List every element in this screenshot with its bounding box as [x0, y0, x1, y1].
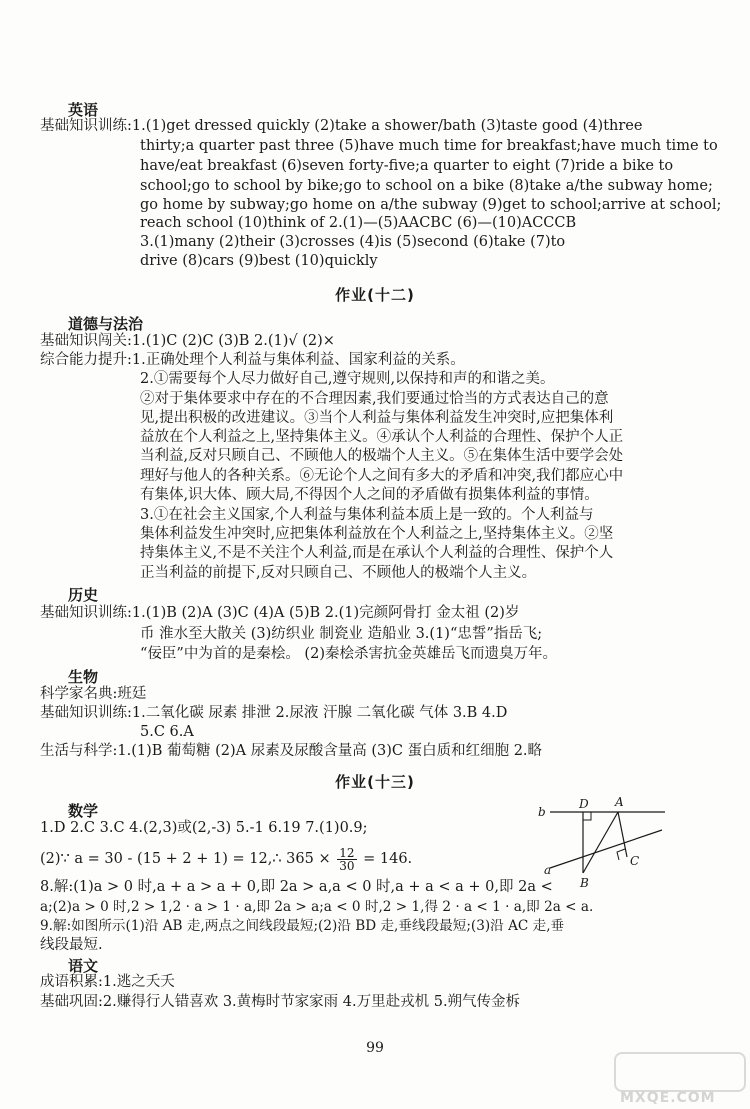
math-text: (2)∵ a = 30 - (15 + 2 + 1) = 12,∴ 365 × [40, 851, 331, 867]
math-line-fraction [40, 842, 412, 876]
math-line: 线段最短. [40, 937, 103, 953]
english-line: have/eat breakfast (6)seven forty-five;a quarter to eight (7)ride a bike to [140, 158, 674, 174]
watermark-url: MXQE.COM [620, 1090, 716, 1106]
biology-line: 科学家名典:班廷 [40, 686, 147, 702]
history-line: 基础知识训练:1.(1)B (2)A (3)C (4)A (5)B 2.(1)完颜阿骨打 金太祖 (2)岁 [40, 605, 520, 621]
fraction [337, 847, 356, 872]
watermark [614, 1052, 742, 1106]
history-title: 历史 [68, 586, 99, 604]
fraction-numerator: 12 [339, 845, 355, 860]
geometry-figure [530, 790, 670, 890]
label-a: a [544, 863, 552, 877]
math-text: = 146. [363, 851, 413, 867]
morality-line: 正当利益的前提下,反对只顾自己、不顾他人的极端个人主义。 [140, 565, 537, 581]
english-line: 3.(1)many (2)their (3)crosses (4)is (5)second (6)take (7)to [140, 234, 566, 250]
english-line: school;go to school by bike;go to school on a bike (8)take a/the subway home; [140, 178, 713, 194]
morality-line: 持集体主义,不是不关注个人利益,而是在承认个人利益的合理性、保护个人 [140, 545, 614, 561]
segment-AB [583, 812, 618, 873]
chinese-title: 语文 [68, 957, 99, 975]
english-title: 英语 [68, 101, 99, 119]
hw13-title: 作业(十三) [335, 773, 415, 791]
biology-line: 基础知识训练:1.二氧化碳 尿素 排泄 2.尿液 汗腺 二氧化碳 气体 3.B 4.D [40, 705, 508, 721]
math-line: a;(2)a > 0 时,2 > 1,2 · a > 1 · a,即 2a > a;a < 0 时,2 > 1,得 2 · a < 1 · a,即 2a < a. [40, 899, 594, 915]
page-number: 99 [366, 1040, 384, 1056]
math-line: 9.解:如图所示(1)沿 AB 走,两点之间线段最短;(2)沿 BD 走,垂线段最短;(3)沿 AC 走,垂 [40, 918, 565, 934]
morality-line: 益放在个人利益之上,坚持集体主义。④承认个人利益的合理性、保护个人正 [140, 429, 624, 445]
label-D: D [579, 797, 589, 811]
line-a [550, 830, 662, 868]
biology-line: 生活与科学:1.(1)B 葡萄糖 (2)A 尿素及尿酸含量高 (3)C 蛋白质和红细胞 2.略 [40, 743, 543, 759]
hw12-title: 作业(十二) [335, 286, 415, 304]
english-line: reach school (10)think of 2.(1)—(5)AACBC (6)—(10)ACCCB [140, 215, 577, 231]
morality-line: 当利益,反对只顾自己、不顾他人的极端个人主义。⑤在集体生活中要学会处 [140, 448, 624, 464]
morality-line: 有集体,识大体、顾大局,不得因个人之间的矛盾做有损集体利益的事情。 [140, 487, 599, 503]
english-line: go home by subway;go home on a/the subway (9)get to school;arrive at school; [140, 197, 722, 213]
english-line: 基础知识训练:1.(1)get dressed quickly (2)take a shower/bath (3)taste good (4)three [40, 118, 643, 134]
biology-line: 5.C 6.A [140, 724, 194, 740]
morality-line: ②对于集体要求中存在的不合理因素,我们要通过恰当的方式表达自己的意 [140, 391, 609, 407]
english-line: drive (8)cars (9)best (10)quickly [140, 253, 378, 269]
history-line: 币 淮水至大散关 (3)纺织业 制瓷业 造船业 3.(1)“忠誓”指岳飞; [140, 626, 543, 642]
morality-line: 理好与他人的各种关系。⑥无论个人之间有多大的矛盾和冲突,我们都应心中 [140, 468, 624, 484]
math-line: 8.解:(1)a > 0 时,a + a > a + 0,即 2a > a,a < 0 时,a + a < a + 0,即 2a < [40, 879, 553, 895]
label-A: A [615, 795, 624, 809]
fraction-denominator: 30 [339, 858, 355, 873]
watermark-logo [614, 1052, 746, 1092]
label-b: b [538, 805, 546, 819]
chinese-line: 基础巩固:2.赚得行人错喜欢 3.黄梅时节家家雨 4.万里赴戎机 5.朔气传金柝 [40, 994, 521, 1010]
biology-title: 生物 [68, 668, 99, 686]
morality-line: 3.①在社会主义国家,个人利益与集体利益本质上是一致的。个人利益与 [140, 507, 594, 523]
chinese-line: 成语积累:1.逃之夭夭 [40, 974, 175, 990]
right-angle-C [617, 849, 625, 860]
morality-line: 见,提出积极的改进建议。③当个人利益与集体利益发生冲突时,应把集体利 [140, 410, 614, 426]
label-C: C [630, 854, 640, 868]
math-title: 数学 [68, 802, 99, 820]
morality-title: 道德与法治 [68, 315, 144, 333]
morality-line: 综合能力提升:1.正确处理个人利益与集体利益、国家利益的关系。 [40, 352, 465, 368]
morality-line: 2.①需要每个人尽力做好自己,遵守规则,以保持和声的和谐之美。 [140, 371, 555, 387]
history-line: “佞臣”中为首的是秦桧。 (2)秦桧杀害抗金英雄岳飞而遗臭万年。 [140, 646, 557, 662]
morality-line: 集体利益发生冲突时,应把集体利益放在个人利益之上,坚持集体主义。②坚 [140, 526, 614, 542]
math-line: 1.D 2.C 3.C 4.(2,3)或(2,-3) 5.-1 6.19 7.(1)0.9; [40, 820, 368, 836]
right-angle-D [583, 812, 591, 820]
label-B: B [580, 876, 589, 890]
english-line: thirty;a quarter past three (5)have much time for breakfast;have much time to [140, 138, 718, 154]
morality-line: 基础知识闯关:1.(1)C (2)C (3)B 2.(1)√ (2)× [40, 333, 335, 349]
